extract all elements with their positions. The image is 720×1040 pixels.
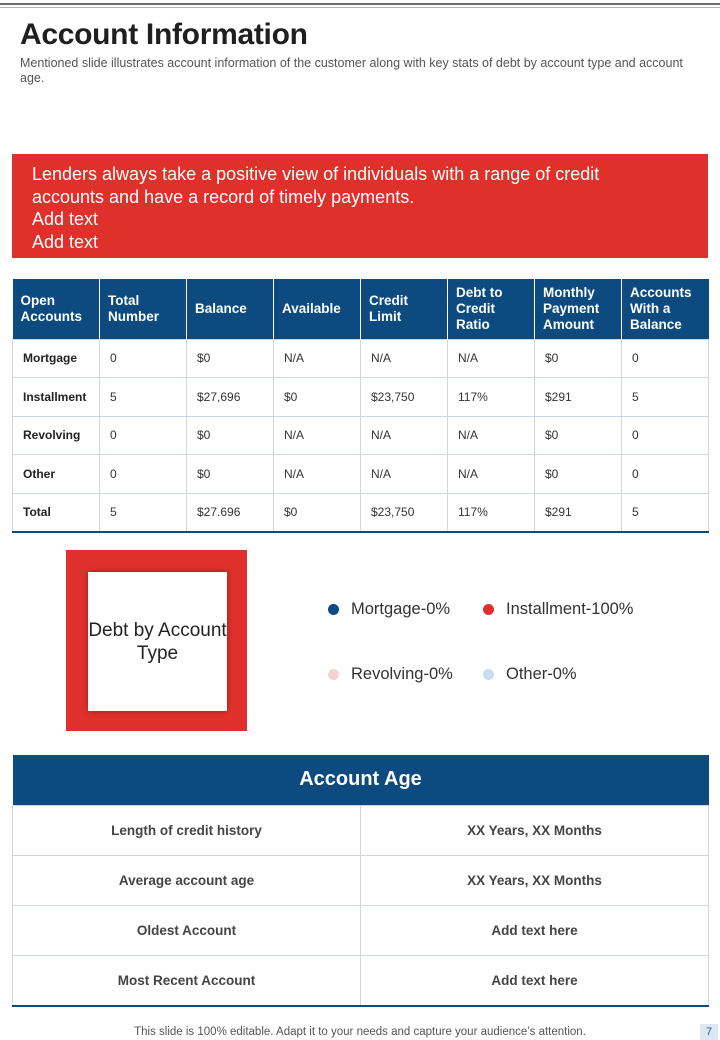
table-cell: $0 <box>535 416 622 455</box>
table-cell: 0 <box>622 416 709 455</box>
table-cell: $27,696 <box>187 378 274 417</box>
table-cell: N/A <box>274 339 361 378</box>
legend-item-mortgage <box>328 600 450 619</box>
table-row <box>13 455 709 494</box>
table-cell: $291 <box>535 378 622 417</box>
table-cell: $23,750 <box>361 378 448 417</box>
table-cell: 5 <box>100 493 187 532</box>
banner-line: accounts and have a record of timely payments. <box>32 186 415 207</box>
table-cell: N/A <box>361 416 448 455</box>
footer-note: This slide is 100% editable. Adapt it to your needs and capture your audience’s attention. <box>134 1026 586 1038</box>
table-cell: 0 <box>100 455 187 494</box>
age-row-value: XX Years, XX Months <box>361 805 709 855</box>
column-header: Total Number <box>100 279 187 339</box>
table-cell: $0 <box>274 493 361 532</box>
table-row <box>13 805 709 855</box>
account-age-header-row <box>13 755 709 805</box>
column-header: Open Accounts <box>13 279 100 339</box>
banner-line: Add text <box>32 209 99 229</box>
page-subtitle: Mentioned slide illustrates account information of the customer along with key stats of debt by account type and account age. <box>20 56 683 85</box>
legend-label: Other-0% <box>506 665 577 683</box>
column-header: Balance <box>187 279 274 339</box>
table-cell: $27.696 <box>187 493 274 532</box>
table-cell: 5 <box>622 378 709 417</box>
legend-label: Mortgage-0% <box>351 600 451 618</box>
table-row <box>13 906 709 956</box>
table-cell: 117% <box>448 493 535 532</box>
table-cell: $291 <box>535 493 622 532</box>
column-header: Accounts With a Balance <box>622 279 709 339</box>
table-cell: N/A <box>361 339 448 378</box>
table-cell: N/A <box>448 339 535 378</box>
table-cell: $23,750 <box>361 493 448 532</box>
top-rule-thin <box>0 7 720 8</box>
table-cell: 0 <box>622 455 709 494</box>
age-row-value: Add text here <box>361 956 709 1006</box>
legend-item-installment <box>483 600 633 619</box>
table-cell: $0 <box>274 378 361 417</box>
column-header: Debt to Credit Ratio <box>448 279 535 339</box>
table-cell: $0 <box>187 455 274 494</box>
legend-label: Revolving-0% <box>351 665 453 683</box>
account-age-table <box>12 755 709 1007</box>
table-row <box>13 378 709 417</box>
table-cell: 5 <box>622 493 709 532</box>
legend-label: Installment-100% <box>506 600 634 618</box>
table-row <box>13 339 709 378</box>
table-cell: $0 <box>187 339 274 378</box>
table-cell: $0 <box>535 339 622 378</box>
table-cell: N/A <box>274 416 361 455</box>
legend-item-revolving <box>328 665 453 684</box>
page-number: 7 <box>700 1024 718 1040</box>
legend-dot-icon <box>483 669 494 680</box>
row-label: Total <box>13 493 100 532</box>
age-row-value: Add text here <box>361 906 709 956</box>
age-row-value: XX Years, XX Months <box>361 855 709 905</box>
table-row <box>13 855 709 905</box>
age-row-label: Average account age <box>13 855 361 905</box>
table-cell: N/A <box>361 455 448 494</box>
account-age-title: Account Age <box>13 755 709 805</box>
page-title: Account Information <box>20 18 308 51</box>
column-header: Credit Limit <box>361 279 448 339</box>
table-row <box>13 956 709 1006</box>
legend-dot-icon <box>483 604 494 615</box>
table-header-row <box>13 279 709 339</box>
table-cell: $0 <box>535 455 622 494</box>
top-rule <box>0 3 720 5</box>
age-row-label: Length of credit history <box>13 805 361 855</box>
table-row <box>13 493 709 532</box>
legend-dot-icon <box>328 604 339 615</box>
legend-item-other <box>483 665 577 684</box>
row-label: Revolving <box>13 416 100 455</box>
debt-type-label: Debt by Account Type <box>88 572 227 711</box>
table-cell: $0 <box>187 416 274 455</box>
column-header: Available <box>274 279 361 339</box>
table-cell: 0 <box>100 339 187 378</box>
row-label: Installment <box>13 378 100 417</box>
legend-dot-icon <box>328 669 339 680</box>
table-cell: N/A <box>448 416 535 455</box>
table-cell: N/A <box>274 455 361 494</box>
banner-line: Lenders always take a positive view of individuals with a range of credit <box>32 164 600 184</box>
age-row-label: Oldest Account <box>13 906 361 956</box>
row-label: Other <box>13 455 100 494</box>
column-header: Monthly Payment Amount <box>535 279 622 339</box>
table-row <box>13 416 709 455</box>
accounts-table <box>12 279 709 533</box>
banner-line: Add text <box>32 231 99 252</box>
table-cell: N/A <box>448 455 535 494</box>
row-label: Mortgage <box>13 339 100 378</box>
highlight-banner <box>12 154 708 258</box>
table-cell: 5 <box>100 378 187 417</box>
table-cell: 0 <box>100 416 187 455</box>
table-cell: 117% <box>448 378 535 417</box>
table-cell: 0 <box>622 339 709 378</box>
age-row-label: Most Recent Account <box>13 956 361 1006</box>
